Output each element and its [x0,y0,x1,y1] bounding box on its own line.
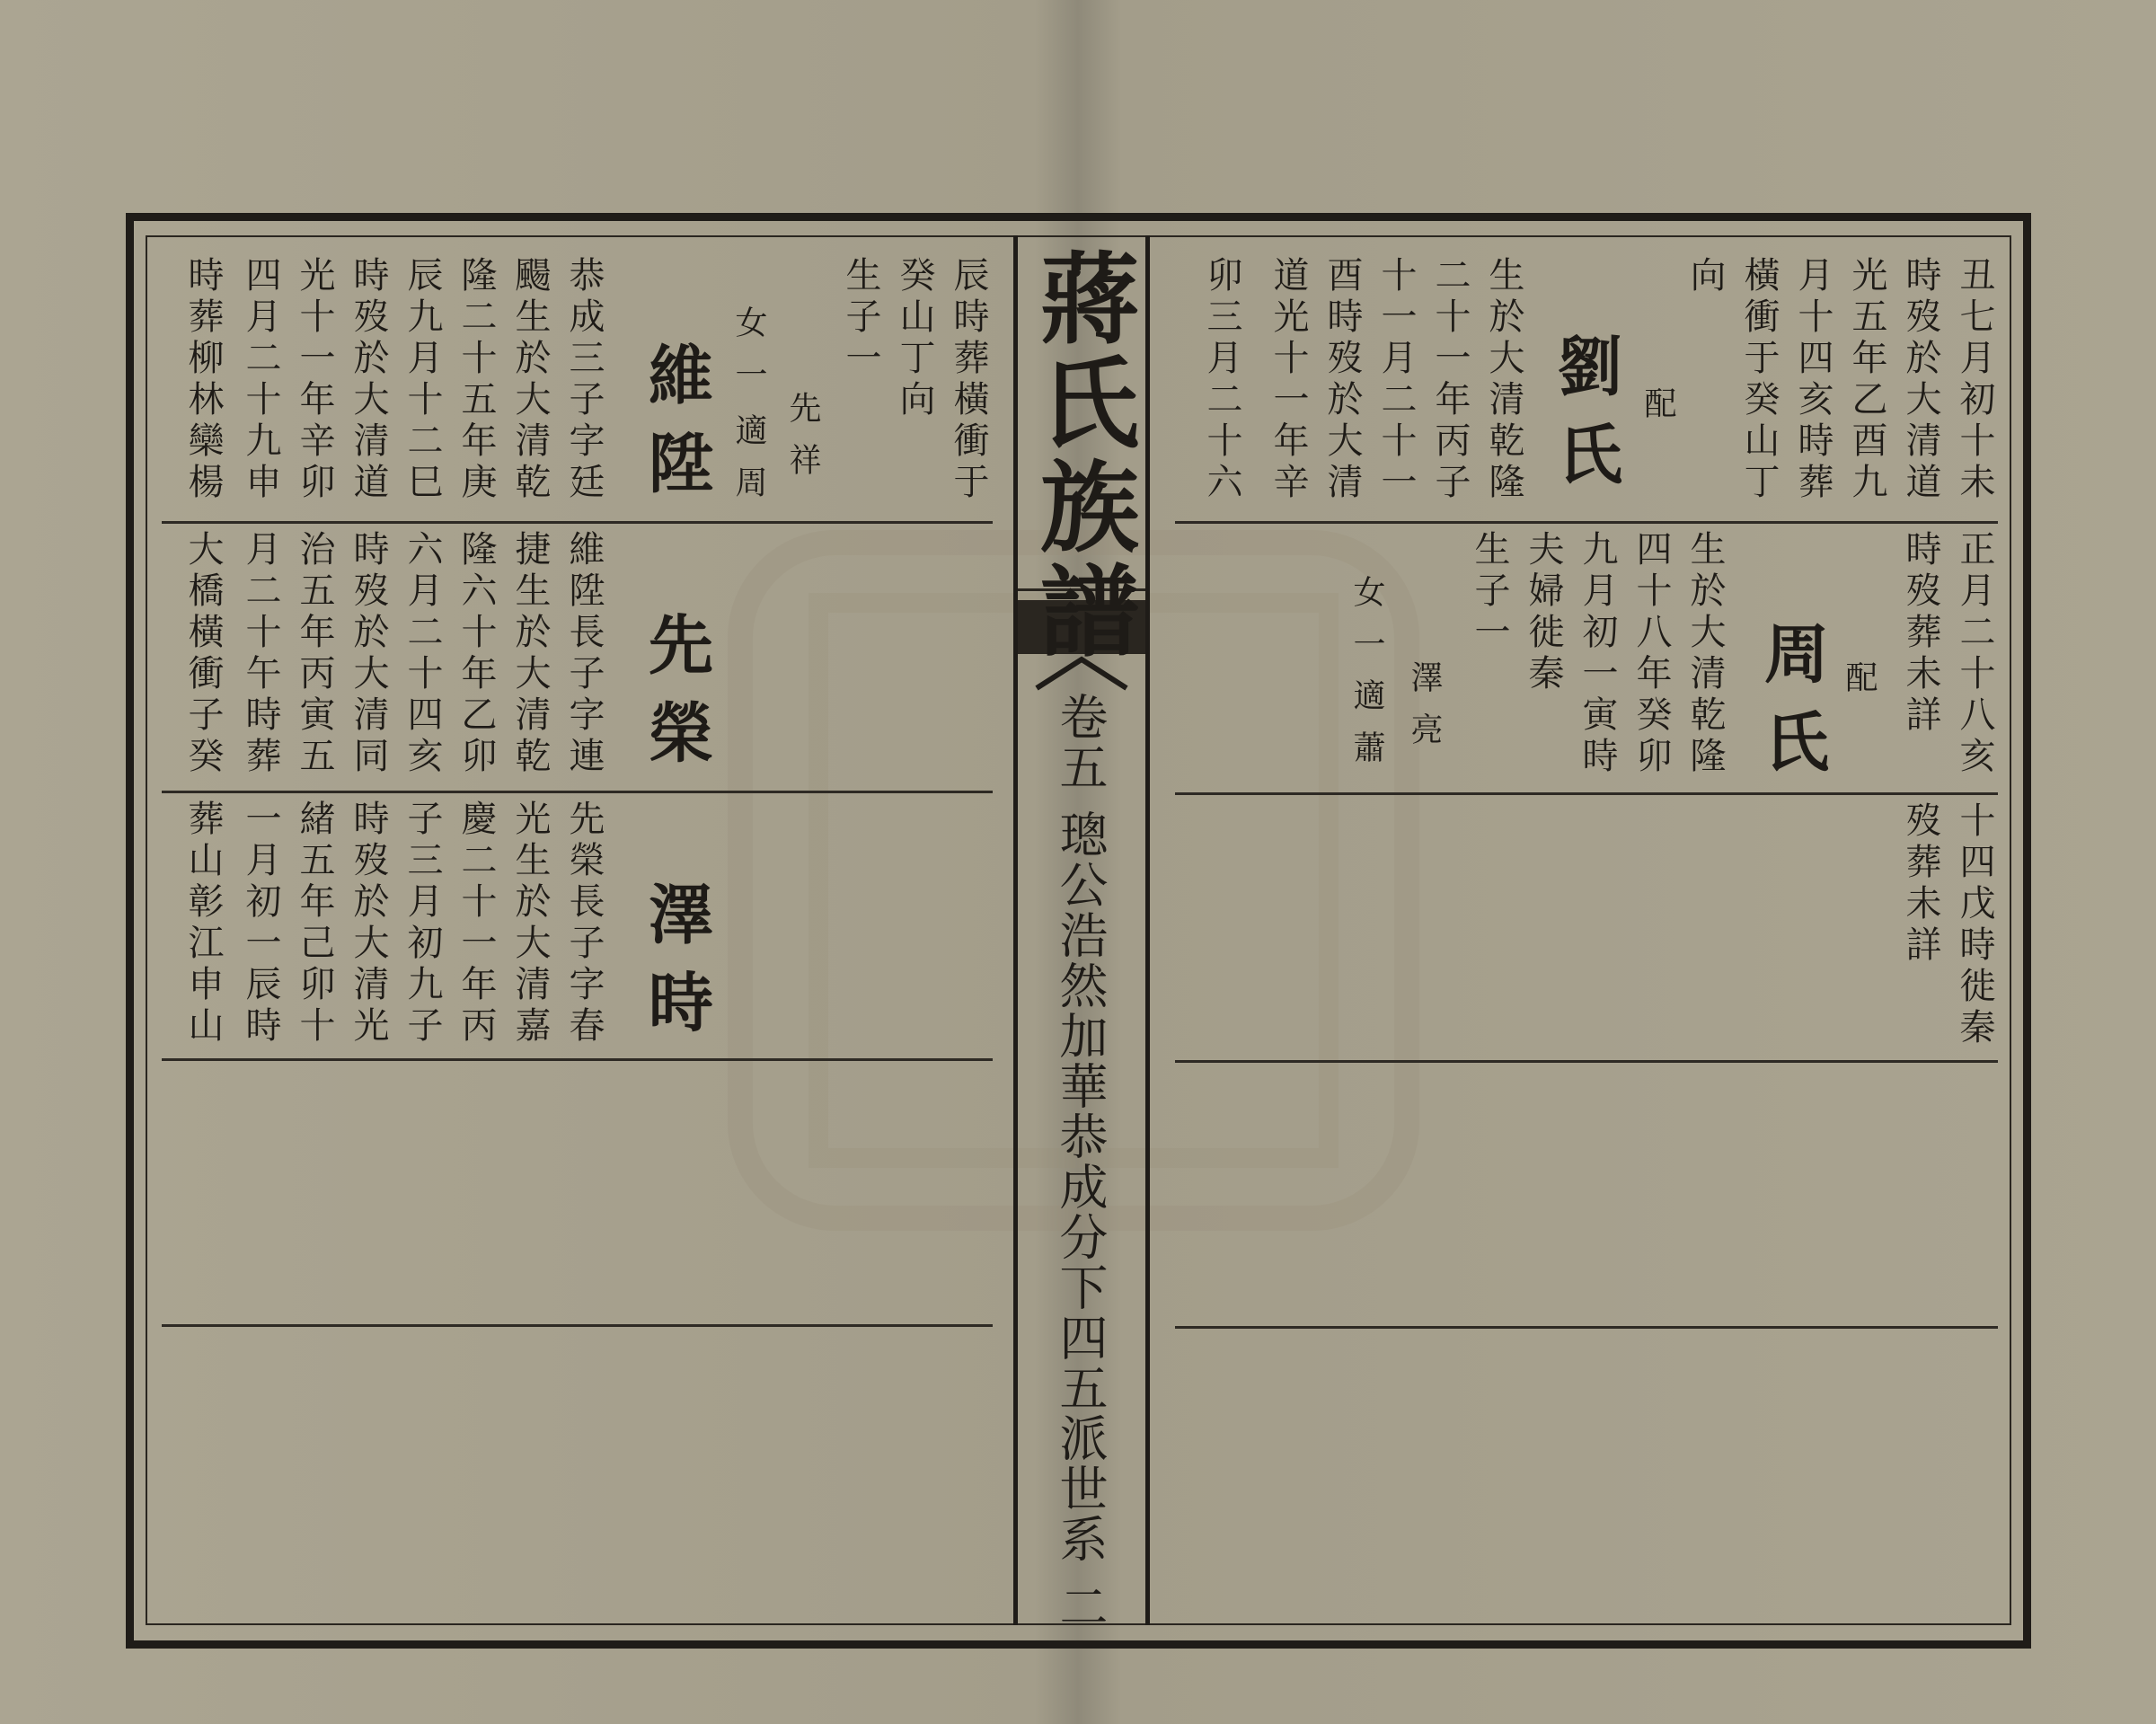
record-column: 歿葬未詳 [1900,801,1941,967]
record-column: 光五年乙酉九 [1846,256,1887,504]
spouse-marker: 配 [1841,660,1878,712]
record-column: 四月二十九申 [240,256,281,504]
record-column: 恭成三子字廷 [563,256,605,504]
record-column: 橫衝于癸山丁 [1738,256,1780,504]
record-column: 時歿於大清光 [348,800,389,1048]
daughter-married-to: 適周 [730,413,767,517]
record-column: 夫婦徙秦 [1523,530,1564,695]
record-column: 二十一年丙子 [1429,256,1471,504]
record-column: 子三月初九子 [402,800,443,1048]
left-rule-2 [162,791,993,793]
person-name: 維陞 [638,341,714,517]
record-column: 慶二十一年丙 [455,800,497,1048]
book-title: 蔣氏族譜 [1024,247,1140,664]
left-rule-3 [162,1058,993,1061]
record-column: 卯三月二十六 [1201,256,1242,504]
record-column: 正月二十八亥 [1954,530,1995,778]
record-column: 一月初一辰時 [240,800,281,1048]
daughter-count: 女一 [1348,575,1385,679]
left-rule-4 [162,1324,993,1327]
record-column: 生子一 [1469,530,1510,654]
record-column: 向 [1684,256,1726,297]
record-column: 時歿於大清同 [348,530,389,778]
spouse-marker: 配 [1639,386,1676,438]
record-column: 颺生於大清乾 [509,256,551,504]
record-column: 月二十午時葬 [240,530,281,778]
spouse-name: 周氏 [1754,620,1830,796]
record-column: 先榮長子字春 [563,800,605,1048]
record-column: 生於大清乾隆 [1483,256,1524,504]
record-column: 維陞長子字連 [563,530,605,778]
person-name: 先榮 [638,611,714,787]
record-column: 月十四亥時葬 [1792,256,1833,504]
record-column: 時歿於大清道 [1900,256,1941,504]
record-column: 癸山丁向 [894,256,935,421]
record-column: 九月初一寅時 [1577,530,1618,778]
record-column: 十一月二十一 [1375,256,1417,504]
son-name: 先祥 [784,391,821,495]
record-column: 四十八年癸卯 [1630,530,1672,778]
record-column: 大橋橫衝子癸 [182,530,224,778]
record-column: 生於大清乾隆 [1684,530,1726,778]
record-column: 六月二十四亥 [402,530,443,778]
record-column: 時歿葬未詳 [1900,530,1941,737]
record-column: 隆六十年乙卯 [455,530,497,778]
record-column: 捷生於大清乾 [509,530,551,778]
record-column: 葬山彰江申山 [182,800,224,1048]
right-rule-4 [1175,1326,1998,1329]
record-column: 生子一 [840,256,881,380]
record-column: 隆二十五年庚 [455,256,497,504]
record-column: 治五年丙寅五 [294,530,335,778]
right-rule-1 [1175,521,1998,524]
daughter-count: 女一 [730,305,767,410]
right-rule-2 [1175,792,1998,795]
record-column: 十四戊時徙秦 [1954,801,1995,1049]
record-column: 光十一年辛卯 [294,256,335,504]
son-name: 澤亮 [1406,660,1443,765]
record-column: 時歿於大清道 [348,256,389,504]
person-name: 澤時 [638,880,714,1057]
record-column: 道光十一年辛 [1268,256,1309,504]
daughter-married-to: 適蕭 [1348,678,1385,782]
record-column: 辰九月十二巳 [402,256,443,504]
spouse-name: 劉氏 [1547,332,1623,508]
volume-subtitle: 卷五 璁公浩然加華恭成分下四五派世系 二 [1052,692,1109,1632]
record-column: 酉時歿於大清 [1321,256,1363,504]
record-column: 丑七月初十未 [1954,256,1995,504]
record-column: 緒五年己卯十 [294,800,335,1048]
record-column: 光生於大清嘉 [509,800,551,1048]
left-rule-1 [162,521,993,524]
record-column: 時葬柳林欒楊 [182,256,224,504]
right-rule-3 [1175,1060,1998,1063]
record-column: 辰時葬橫衝于 [948,256,989,504]
